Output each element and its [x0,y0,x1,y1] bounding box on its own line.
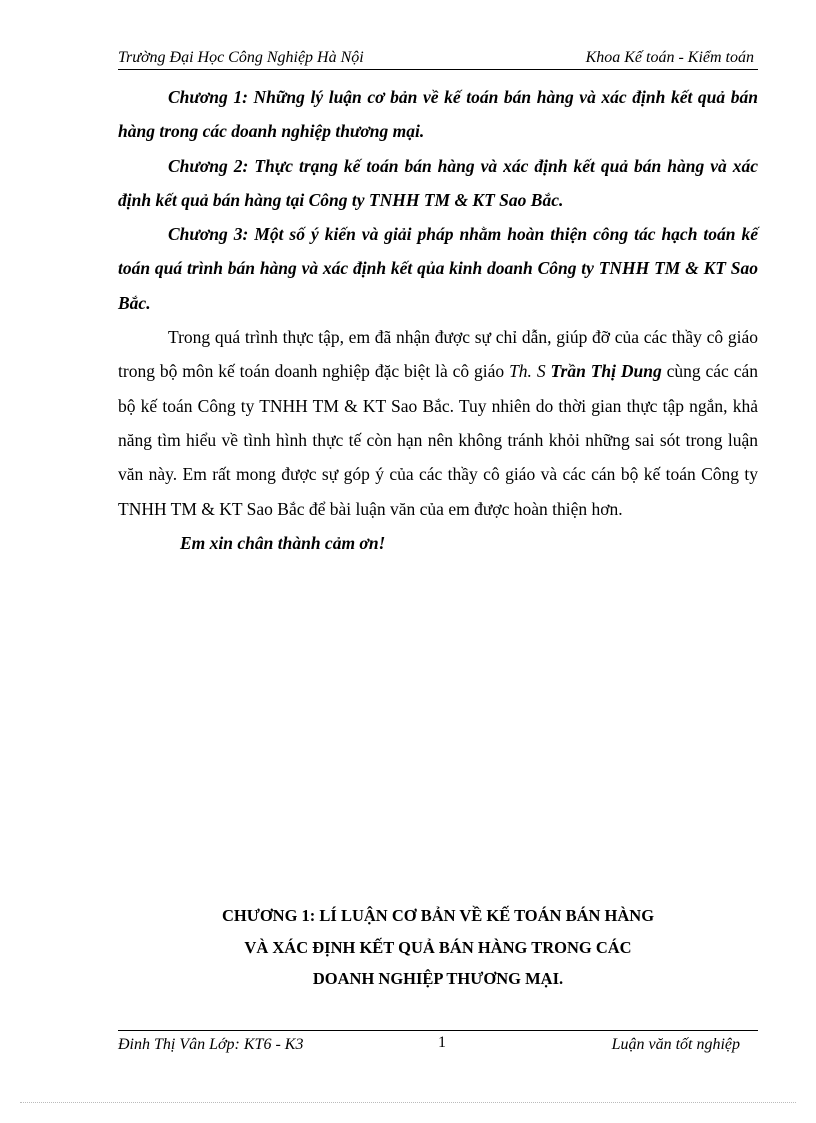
page-number: 1 [438,1034,446,1051]
chapter-summary-3: Chương 3: Một số ý kiến và giải pháp nhằm hoàn thiện công tác hạch toán kế toán quá trình bán hàng và xác định kết qủa kinh doanh Công ty TNHH TM & KT Sao Bắc. [118,224,758,313]
chapter-summary-2: Chương 2: Thực trạng kế toán bán hàng và xác định kết quả bán hàng và xác định kết quả bán hàng tại Công ty TNHH TM & KT Sao Bắc. [118,155,758,210]
page-content [118,80,758,560]
academic-title: Th. S [509,361,546,382]
footer-doc-type: Luận văn tốt nghiệp [611,1036,740,1053]
footer-author: Đinh Thị Vân Lớp: KT6 - K3 [118,1036,304,1053]
header-faculty: Khoa Kế toán - Kiểm toán [585,49,754,66]
chapter-title-line: VÀ XÁC ĐỊNH KẾT QUẢ BÁN HÀNG TRONG CÁC [244,937,632,957]
chapter-title [118,900,758,995]
thanks-line: Em xin chân thành cảm ơn! [180,532,386,553]
page-footer [118,1030,758,1057]
advisor-name: Trần Thị Dung [550,361,662,382]
page-header [118,47,758,70]
chapter-title-line: DOANH NGHIỆP THƯƠNG MẠI. [312,969,564,988]
page-bottom-border [20,1102,796,1103]
acknowledgement-paragraph: Trong quá trình thực tập, em đã nhận được sự chỉ dẫn, giúp đỡ của các thầy cô giáo trong bộ môn kế toán doanh nghiệp đặc biệt là cô giáo Th. S Trần Thị Dung cùng các cán bộ kế toán Công ty TNHH TM & KT Sao Bắc. Tuy nhiên do thời gian thực tập ngắn, khả năng tìm hiểu về tình hình thực tế còn hạn nên không tránh khỏi những sai sót trong luận văn này. Em rất mong được sự góp ý của các thầy cô giáo và các cán bộ kế toán Công ty TNHH TM & KT Sao Bắc để bài luận văn của em được hoàn thiện hơn. [118,327,758,519]
header-school: Trường Đại Học Công Nghiệp Hà Nội [118,49,364,66]
chapter-summary-1: Chương 1: Những lý luận cơ bản về kế toán bán hàng và xác định kết quả bán hàng trong các doanh nghiệp thương mại. [118,87,758,142]
chapter-title-line: CHƯƠNG 1: LÍ LUẬN CƠ BẢN VỀ KẾ TOÁN BÁN HÀNG [221,906,655,925]
